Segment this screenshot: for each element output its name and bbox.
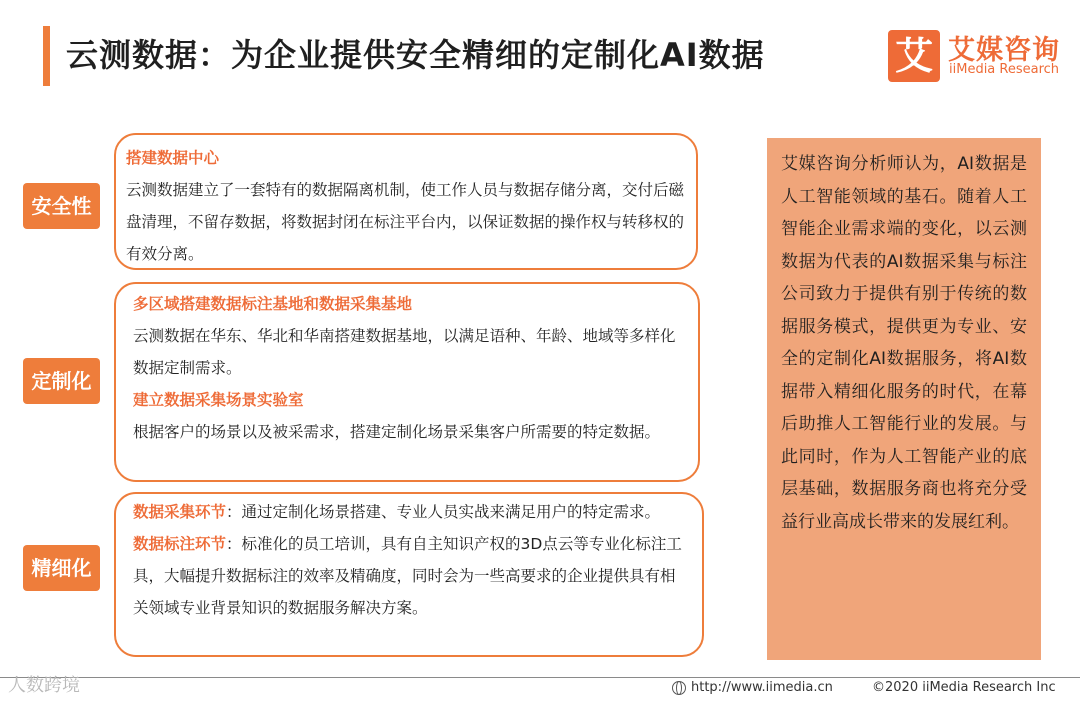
tag-customization: 定制化	[23, 358, 100, 404]
logo-chinese-name: 艾媒咨询	[948, 35, 1060, 66]
footer-copyright: ©2020 iiMedia Research Inc	[872, 680, 1056, 695]
block-data-annotation	[133, 528, 690, 624]
analyst-commentary: 艾媒咨询分析师认为，AI数据是人工智能领域的基石。随着人工智能企业需求端的变化，以云测数据为代表的AI数据采集与标注公司致力于提供有别于传统的数据服务模式，提供更为专业、安全的定制化AI数据服务，将AI数据带入精细化服务的时代，在幕后助推人工智能行业的发展。与此同时，作为人工智能产业的底层基础，数据服务商也将充分受益行业高成长带来的发展红利。	[781, 154, 1027, 532]
text-scene-lab: 根据客户的场景以及被采需求，搭建定制化场景采集客户所需要的特定数据。	[133, 423, 661, 441]
heading-data-annotation: 数据标注环节	[133, 535, 227, 553]
card-refinement	[114, 492, 704, 657]
tag-refinement: 精细化	[23, 545, 100, 591]
text-data-annotation: ：标准化的员工培训，具有自主知识产权的3D点云等专业化标注工具，大幅提升数据标注的效率及精确度，同时会为一些高要求的企业提供具有相关领域专业背景知识的数据服务解决方案。	[133, 535, 682, 617]
globe-icon	[672, 681, 686, 695]
footer-divider	[0, 677, 1080, 678]
text-data-center: 云测数据建立了一套特有的数据隔离机制，使工作人员与数据存储分离，交付后磁盘清理，不留存数据，将数据封闭在标注平台内，以保证数据的操作权与转移权的有效分离。	[126, 181, 685, 263]
block-data-collection	[133, 496, 690, 528]
watermark: 人数跨境	[8, 675, 80, 696]
card-customization	[114, 282, 700, 482]
title-accent-bar	[43, 26, 50, 86]
heading-data-center: 搭建数据中心	[126, 149, 220, 167]
logo-mark-icon: 艾	[888, 30, 940, 82]
footer-url-text[interactable]: http://www.iimedia.cn	[691, 680, 833, 695]
text-multi-region-bases: 云测数据在华东、华北和华南搭建数据基地，以满足语种、年龄、地域等多样化数据定制需求。	[133, 327, 676, 377]
iimedia-logo	[888, 28, 1063, 84]
footer-url[interactable]	[672, 680, 833, 695]
tag-security: 安全性	[23, 183, 100, 229]
page-title: 云测数据：为企业提供安全精细的定制化AI数据	[66, 36, 765, 74]
text-data-collection: ：通过定制化场景搭建、专业人员实战来满足用户的特定需求。	[226, 503, 661, 521]
logo-english-name: iiMedia Research	[949, 62, 1060, 77]
card-security	[114, 133, 698, 270]
heading-scene-lab: 建立数据采集场景实验室	[133, 391, 304, 409]
analyst-sidebar	[767, 138, 1041, 660]
heading-multi-region-bases: 多区域搭建数据标注基地和数据采集基地	[133, 295, 413, 313]
heading-data-collection: 数据采集环节	[133, 503, 227, 521]
